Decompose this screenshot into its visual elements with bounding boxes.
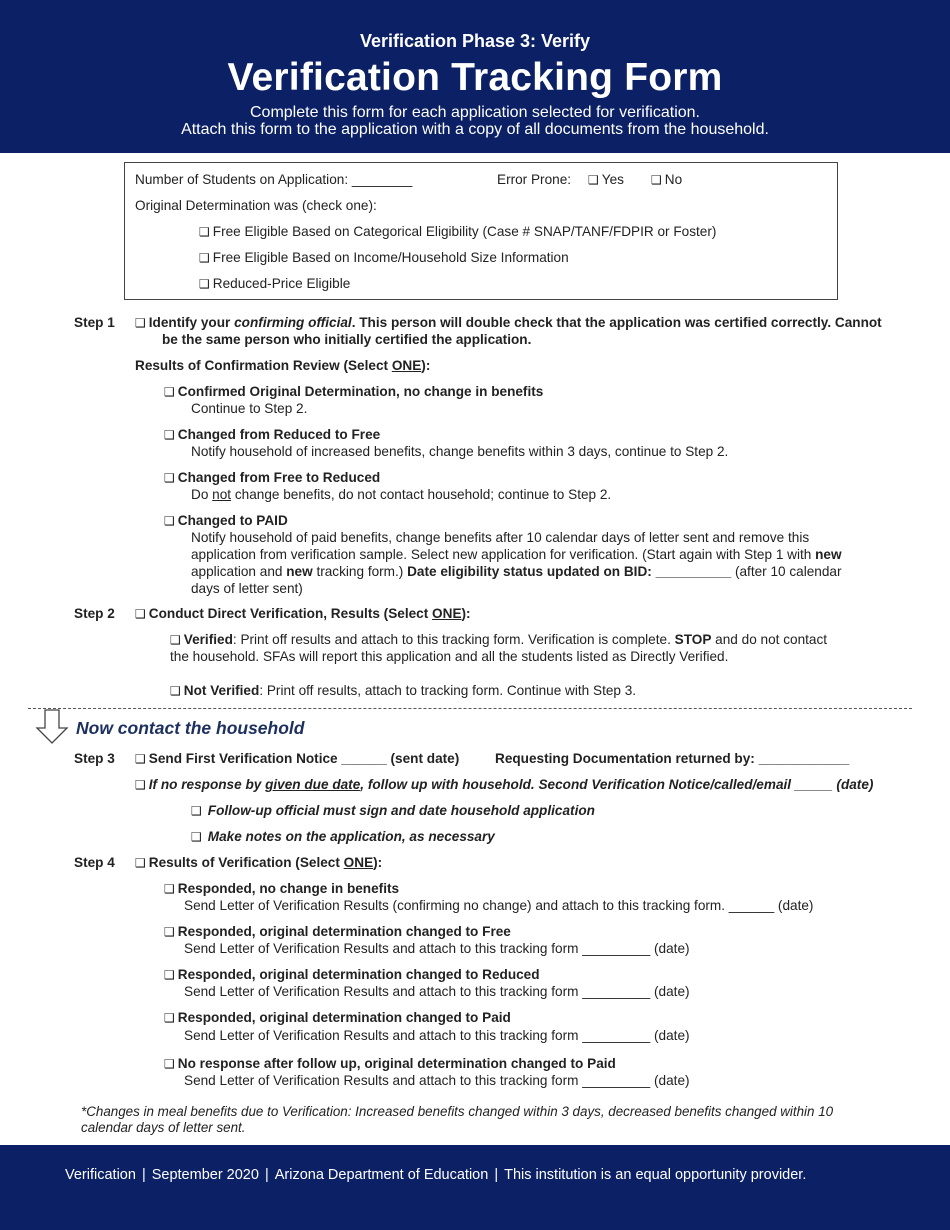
page-footer [0,1145,950,1230]
error-prone-no-checkbox[interactable]: ❑ No [651,172,683,187]
checkbox-icon: ❑ [170,633,181,647]
result-reduced-to-free-checkbox[interactable]: ❑ Changed from Reduced to Free [164,427,381,442]
make-notes-checkbox[interactable]: ❑ Make notes on the application, as necessary [191,829,495,844]
result-no-change-checkbox[interactable]: ❑ Responded, no change in benefits [164,881,400,896]
result-reduced-to-free-text: Notify household of increased benefits, change benefits within 3 days, continue to Step 2. [191,444,729,459]
checkbox-icon: ❑ [191,830,202,844]
not-verified-checkbox[interactable]: ❑ Not Verified: Print off results, attach to tracking form. Continue with Step 3. [170,683,637,698]
checkbox-icon: ❑ [588,173,599,187]
footer-text: Verification | September 2020 | Arizona Department of Education | This institution is an equal opportunity provider. [65,1167,807,1183]
step-3-label: Step 3 [74,751,115,766]
result-free-to-reduced-text: Do not change benefits, do not contact household; continue to Step 2. [191,487,612,502]
result-paid-line-1: Notify household of paid benefits, change benefits after 10 calendar days of letter sent and remove this [191,530,810,545]
instructions-line-2: Attach this form to the application with a copy of all documents from the household. [181,121,769,138]
num-students-field[interactable]: Number of Students on Application: ________ [135,172,413,187]
confirmation-results-heading: Results of Confirmation Review (Select ONE): [135,358,431,373]
checkbox-icon: ❑ [191,804,202,818]
result-changed-reduced-checkbox[interactable]: ❑ Responded, original determination changed to Reduced [164,967,540,982]
no-response-followup-checkbox[interactable]: ❑ If no response by given due date, follow up with household. Second Verification Notice/called/email _____ (date) [135,777,874,792]
verified-checkbox[interactable]: ❑ Verified: Print off results and attach to this tracking form. Verification is complete. STOP and do not contact [170,632,828,647]
result-paid-line-3: application and new tracking form.) Date eligibility status updated on BID: __________ (after 10 calendar [191,564,842,579]
bid-date-field: Date eligibility status updated on BID: __________ [407,564,732,579]
page-title: Verification Tracking Form [227,56,723,99]
error-prone-yes-checkbox[interactable]: ❑ Yes [588,172,624,187]
result-changed-free-text: Send Letter of Verification Results and attach to this tracking form _________ (date) [184,941,690,956]
followup-sign-checkbox[interactable]: ❑ Follow-up official must sign and date household application [191,803,595,818]
checkbox-icon: ❑ [135,778,146,792]
checkbox-icon: ❑ [135,607,146,621]
checkbox-icon: ❑ [164,1011,175,1025]
requesting-documentation-field[interactable]: Requesting Documentation returned by: ____________ [495,751,850,766]
checkbox-icon: ❑ [164,385,175,399]
step-4-label: Step 4 [74,855,115,870]
determination-option-reduced[interactable]: ❑ Reduced-Price Eligible [199,276,351,291]
page-header [0,0,950,153]
verified-line-2: the household. SFAs will report this application and all the students listed as Directly Verified. [170,649,729,664]
step-1-label: Step 1 [74,315,115,330]
checkbox-icon: ❑ [135,752,146,766]
step-2-direct-verification-checkbox[interactable]: ❑ Conduct Direct Verification, Results (Select ONE): [135,606,471,621]
phase-subtitle: Verification Phase 3: Verify [359,31,591,51]
checkbox-icon: ❑ [164,968,175,982]
result-paid-line-2: application from verification sample. Select new application for verification. (Start again with Step 1 with new [191,547,842,562]
checkbox-icon: ❑ [164,428,175,442]
result-paid-line-4: days of letter sent) [191,581,303,596]
result-free-to-reduced-checkbox[interactable]: ❑ Changed from Free to Reduced [164,470,381,485]
checkbox-icon: ❑ [164,471,175,485]
checkbox-icon: ❑ [164,1057,175,1071]
step-2-label: Step 2 [74,606,115,621]
result-changed-reduced-text: Send Letter of Verification Results and attach to this tracking form _________ (date) [184,984,690,999]
result-no-change-text: Send Letter of Verification Results (confirming no change) and attach to this tracking form. ______ (date) [184,898,814,913]
step-4-results-heading[interactable]: ❑ Results of Verification (Select ONE): [135,855,383,870]
error-prone-label: Error Prone: [497,172,572,187]
checkbox-icon: ❑ [135,316,146,330]
result-changed-paid-text: Send Letter of Verification Results and attach to this tracking form _________ (date) [184,1028,690,1043]
checkbox-icon: ❑ [199,225,210,239]
step-1-line-2: be the same person who initially certified the application. [162,332,532,347]
result-confirmed-text: Continue to Step 2. [191,401,308,416]
step-1-confirming-official-checkbox[interactable]: ❑ Identify your confirming official. This person will double check that the application was certified correctly. Cannot [135,315,882,330]
checkbox-icon: ❑ [170,684,181,698]
checkbox-icon: ❑ [199,251,210,265]
result-no-response-paid-checkbox[interactable]: ❑ No response after follow up, original determination changed to Paid [164,1056,616,1071]
result-changed-free-checkbox[interactable]: ❑ Responded, original determination changed to Free [164,924,511,939]
result-no-response-paid-text: Send Letter of Verification Results and attach to this tracking form _________ (date) [184,1073,690,1088]
original-determination-label: Original Determination was (check one): [135,198,377,213]
result-confirmed-checkbox[interactable]: ❑ Confirmed Original Determination, no change in benefits [164,384,544,399]
checkbox-icon: ❑ [164,882,175,896]
result-changed-paid-checkbox[interactable]: ❑ Responded, original determination changed to Paid [164,1010,511,1025]
checkbox-icon: ❑ [199,277,210,291]
instructions-line-1: Complete this form for each application selected for verification. [250,104,700,121]
result-paid-checkbox[interactable]: ❑ Changed to PAID [164,513,288,528]
determination-option-categorical[interactable]: ❑ Free Eligible Based on Categorical Eligibility (Case # SNAP/TANF/FDPIR or Foster) [199,224,717,239]
checkbox-icon: ❑ [651,173,662,187]
down-arrow-icon [35,709,69,745]
checkbox-icon: ❑ [164,514,175,528]
first-notice-checkbox[interactable]: ❑ Send First Verification Notice ______ (sent date) [135,751,460,766]
benefits-change-note: *Changes in meal benefits due to Verification: Increased benefits changed within 3 days, decreased benefits changed within 10 calendar days of letter sent. [81,1104,834,1135]
checkbox-icon: ❑ [164,925,175,939]
contact-household-heading: Now contact the household [76,718,305,738]
determination-option-income[interactable]: ❑ Free Eligible Based on Income/Household Size Information [199,250,569,265]
checkbox-icon: ❑ [135,856,146,870]
dashed-divider [28,708,912,709]
